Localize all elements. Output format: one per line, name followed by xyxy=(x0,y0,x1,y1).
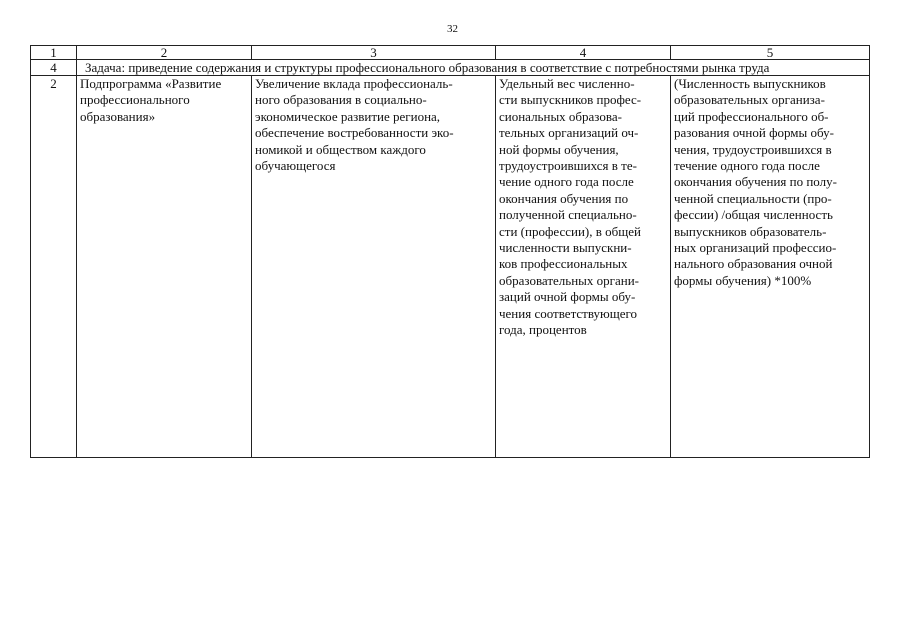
row-number-text: 2 xyxy=(50,76,57,91)
column-number-3: 3 xyxy=(252,46,496,60)
subprogram-name: Подпрограмма «Развитие профессионального образования» xyxy=(80,76,222,124)
goal-cell xyxy=(252,76,496,458)
formula-text: (Численность выпускников образовательных организа- ций профессионального об- разования очной формы обу- чения, трудоустроившихся в течение одного года после окончания обучения по полу- ченной специальности (про- фессии) /общая численность выпускников образователь- ных организаций профессио- нального образования очной формы обучения) *100% xyxy=(674,76,837,288)
formula-cell xyxy=(671,76,870,458)
row-number xyxy=(31,76,77,458)
indicator-cell xyxy=(496,76,671,458)
table-row xyxy=(31,76,870,458)
goal-text: Увеличение вклада профессиональ- ного образования в социально- экономическое развитие региона, обеспечение востребованности эко- номикой и обществом каждого обучающегося xyxy=(255,76,454,174)
column-number-row xyxy=(31,46,870,60)
indicator-table xyxy=(30,45,870,458)
column-number-2: 2 xyxy=(77,46,252,60)
task-row xyxy=(31,60,870,76)
page-number: 32 xyxy=(447,23,458,35)
column-number-5: 5 xyxy=(671,46,870,60)
task-description: Задача: приведение содержания и структуры профессионального образования в соответствие с потребностями рынка труда xyxy=(77,60,870,76)
indicator-text: Удельный вес численно- сти выпускников профес- сиональных образова- тельных организаций оч- ной формы обучения, трудоустроившихся в те- чение одного года после окончания обучения по полученной специально- сти (профессии), в общей численности выпускни- ков профессиональных образовательных органи- заций очной формы обу- чения соответствующего года, процентов xyxy=(499,76,642,338)
subprogram-cell xyxy=(77,76,252,458)
column-number-4: 4 xyxy=(496,46,671,60)
column-number-1: 1 xyxy=(31,46,77,60)
task-number: 4 xyxy=(31,60,77,76)
